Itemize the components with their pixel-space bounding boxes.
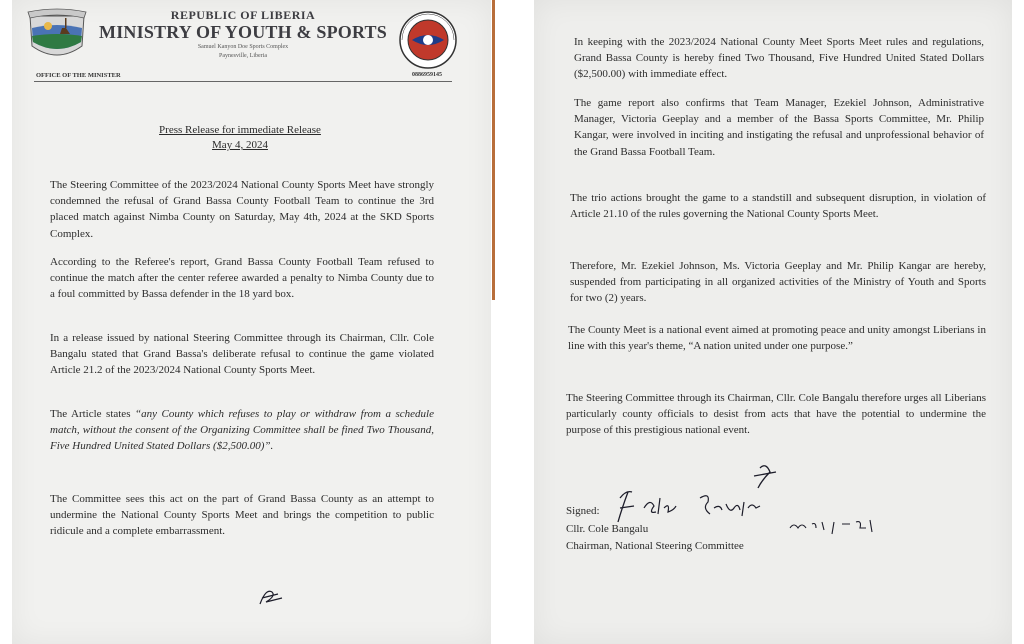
handwritten-initial-left — [252, 582, 292, 612]
right-paragraph-6: The Steering Committee through its Chairman, Cllr. Cole Bangalu therefore urges all Liberians particularly county officials to desist from acts that have the potential to undermine the purpose of this prestigious national event. — [566, 392, 986, 437]
left-paragraph-5: The Committee sees this act on the part of Grand Bassa County as an attempt to undermine the National County Sports Meet and brings the competition to public ridicule and a complete embarrassment. — [50, 493, 434, 538]
right-paragraph-4: Therefore, Mr. Ezekiel Johnson, Ms. Victoria Geeplay and Mr. Philip Kangar are hereby, suspended from participating in all organized activities of the Ministry of Youth and Sports for two (2) years. — [570, 260, 986, 305]
right-paragraph-2: The game report also confirms that Team Manager, Ezekiel Johnson, Administrative Manager, Victoria Geeplay and a member of the Bassa Sports Committee, Mr. Philip Kangar, were involved in inciting and instigating the refusal and unprofessional behavior of the Grand Bassa Football Team. — [574, 97, 984, 158]
page-edge-accent — [492, 0, 495, 300]
left-paragraph-1: The Steering Committee of the 2023/2024 National County Sports Meet have strongly condemned the refusal of Grand Bassa County Football Team to continue the 3rd placed match against Nimba County on Saturday, May 4th, 2024 at the SKD Sports Complex. — [50, 179, 434, 240]
release-title: Press Release for immediate Release — [159, 124, 321, 136]
letterhead-phone: 0886959145 — [412, 72, 442, 78]
right-paragraph-1: In keeping with the 2023/2024 National County Meet Sports Meet rules and regulations, Grand Bassa County is hereby fined Two Thousand, Five Hundred United Stated Dollars ($2,500.00) with immediate effect. — [574, 36, 984, 81]
letterhead-address-line2: Paynesville, Liberia — [219, 53, 267, 59]
letterhead-ministry: MINISTRY OF YOUTH & SPORTS — [99, 22, 387, 42]
right-paragraph-5: The County Meet is a national event aimed at promoting peace and unity amongst Liberians in line with this year's theme, “A nation united under one purpose.” — [568, 324, 986, 353]
signature-label: Signed: — [566, 505, 600, 517]
office-of-minister: OFFICE OF THE MINISTER — [36, 72, 121, 79]
liberia-coat-of-arms-logo — [26, 6, 88, 64]
letterhead-address-line1: Samuel Kanyon Doe Sports Complex — [197, 44, 289, 50]
left-paragraph-2: According to the Referee's report, Grand Bassa County Football Team refused to continue the match after the center referee awarded a penalty to Nimba County due to a foul committed by Bassa defender in the 18 yard box. — [50, 256, 434, 301]
letterhead-divider — [34, 81, 452, 82]
letterhead-republic: REPUBLIC OF LIBERIA — [170, 8, 316, 22]
signatory-title: Chairman, National Steering Committee — [566, 540, 744, 552]
article-quote: “any County which refuses to play or withdraw from a schedule match, without the consent of the Organizing Committee shall be fined Two Thousand, Five Hundred United Stated Dollars ($2,500.00)”. — [50, 408, 434, 453]
left-paragraph-3: In a release issued by national Steering Committee through its Chairman, Cllr. Cole Bangalu stated that Grand Bassa's deliberate refusal to continue the game violated Article 21.2 of the 2023/2024 National County Sports Meet. — [50, 332, 434, 377]
signatory-name: Cllr. Cole Bangalu — [566, 523, 649, 535]
right-paragraph-3: The trio actions brought the game to a standstill and subsequent disruption, in violation of Article 21.10 of the rules governing the National County Sports Meet. — [570, 192, 986, 221]
release-date: May 4, 2024 — [212, 139, 268, 151]
left-paragraph-4 — [50, 406, 434, 455]
article-lead: The Article states — [50, 408, 131, 420]
document-page-left — [12, 0, 491, 644]
ministry-seal-logo — [398, 10, 458, 70]
